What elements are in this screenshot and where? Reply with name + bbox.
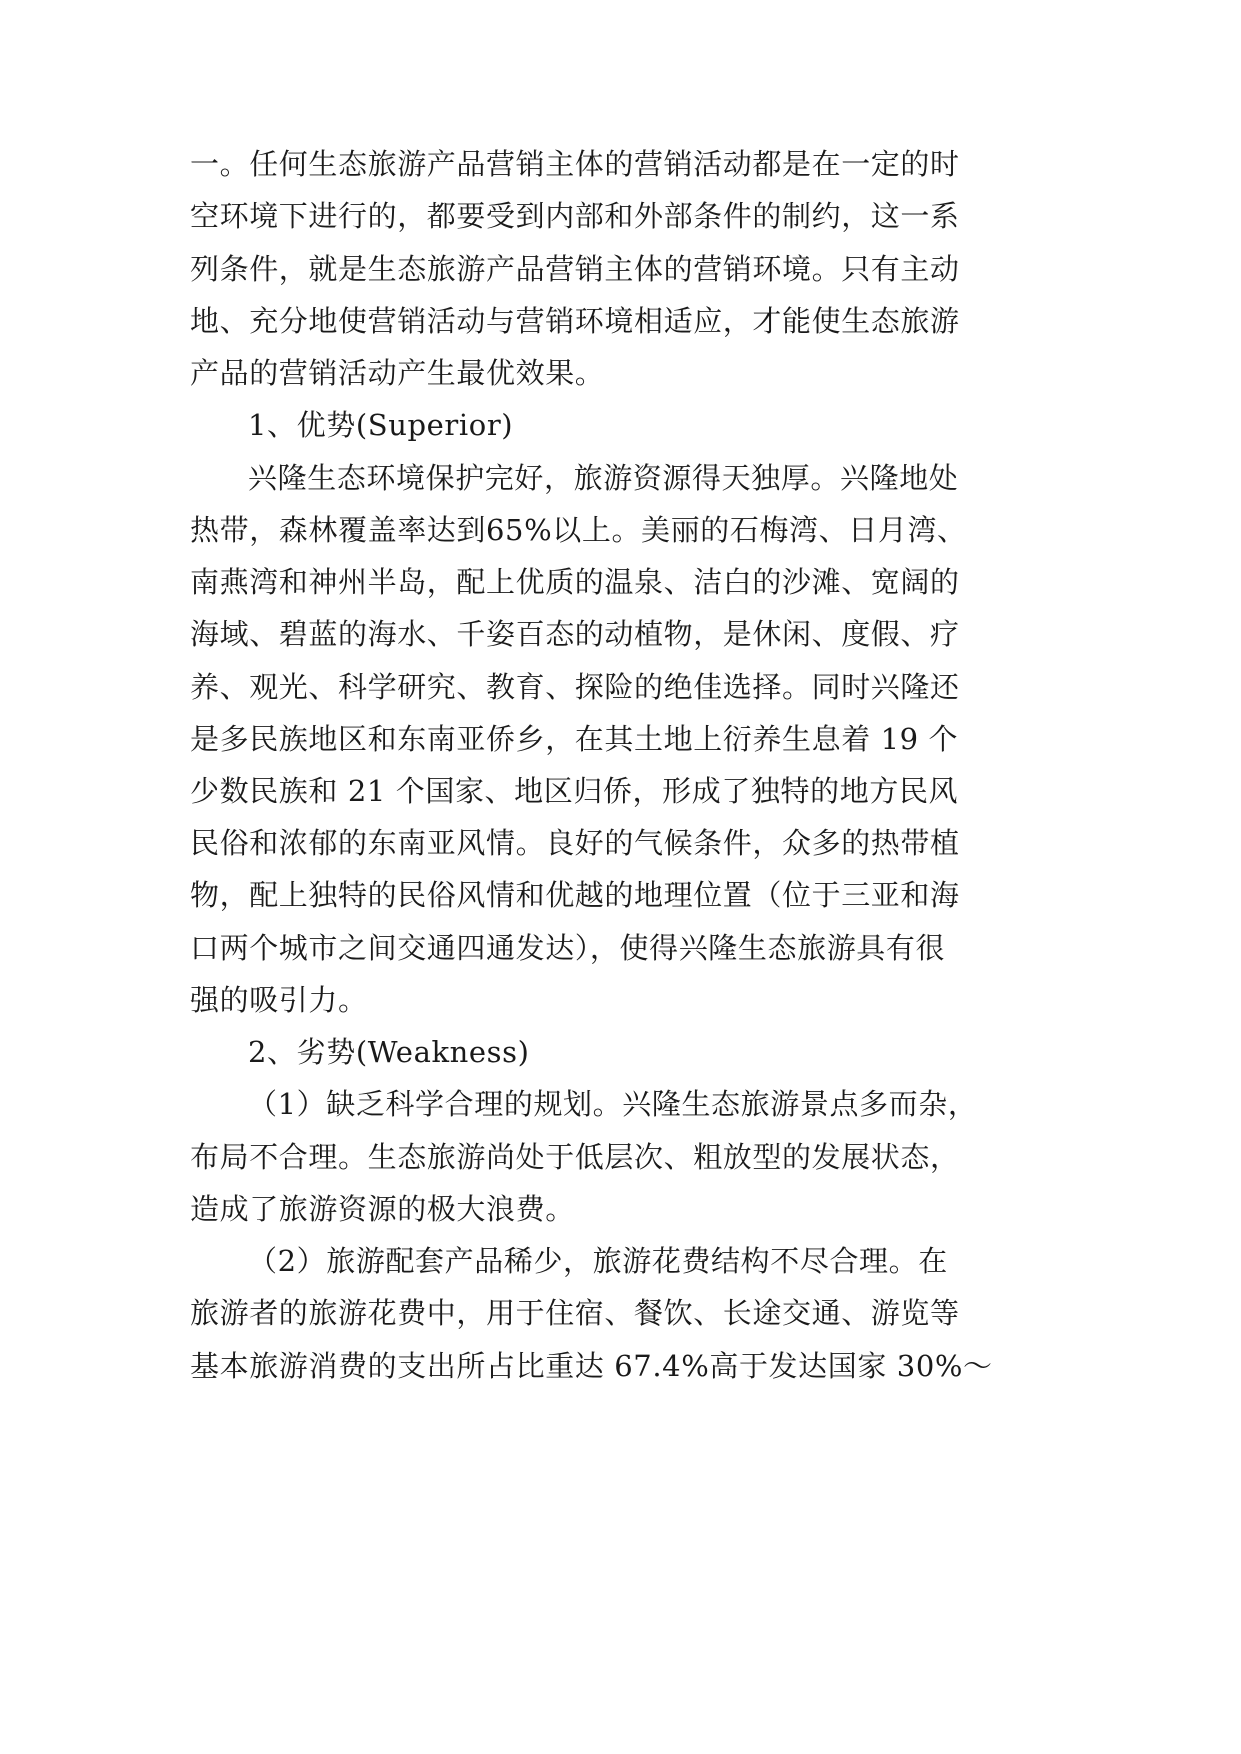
text-line: 地、充分地使营销活动与营销环境相适应，才能使生态旅游 [190, 304, 960, 338]
text-line: 口两个城市之间交通四通发达），使得兴隆生态旅游具有很 [190, 931, 946, 965]
text-line: 列条件，就是生态旅游产品营销主体的营销环境。只有主动 [190, 252, 960, 286]
text-line: 一。任何生态旅游产品营销主体的营销活动都是在一定的时 [190, 147, 960, 181]
text-line: 布局不合理。生态旅游尚处于低层次、粗放型的发展状态， [190, 1140, 960, 1174]
paragraph-first-line: 兴隆生态环境保护完好，旅游资源得天独厚。兴隆地处 [248, 461, 959, 495]
text-line: 物，配上独特的民俗风情和优越的地理位置（位于三亚和海 [190, 878, 960, 912]
section-heading-weakness: 2、劣势(Weakness) [248, 1035, 530, 1069]
section-heading-superior: 1、优势(Superior) [248, 408, 514, 442]
text-line: 空环境下进行的，都要受到内部和外部条件的制约，这一系 [190, 199, 960, 233]
text-line: 产品的营销活动产生最优效果。 [190, 356, 605, 390]
text-line: 热带，森林覆盖率达到65%以上。美丽的石梅湾、日月湾、 [190, 513, 967, 547]
text-line: 是多民族地区和东南亚侨乡，在其土地上衍养生息着 19 个 [190, 722, 959, 756]
paragraph-first-line: （1）缺乏科学合理的规划。兴隆生态旅游景点多而杂， [248, 1087, 978, 1121]
text-line: 养、观光、科学研究、教育、探险的绝佳选择。同时兴隆还 [190, 670, 960, 704]
text-line: 旅游者的旅游花费中，用于住宿、餐饮、长途交通、游览等 [190, 1296, 960, 1330]
text-line: 基本旅游消费的支出所占比重达 67.4%高于发达国家 30%～ [190, 1349, 993, 1383]
text-line: 南燕湾和神州半岛，配上优质的温泉、洁白的沙滩、宽阔的 [190, 565, 960, 599]
text-line: 少数民族和 21 个国家、地区归侨，形成了独特的地方民风 [190, 774, 959, 808]
paragraph-first-line: （2）旅游配套产品稀少，旅游花费结构不尽合理。在 [248, 1244, 948, 1278]
text-line: 造成了旅游资源的极大浪费。 [190, 1192, 575, 1226]
text-line: 民俗和浓郁的东南亚风情。良好的气候条件，众多的热带植 [190, 826, 960, 860]
text-line: 海域、碧蓝的海水、千姿百态的动植物，是休闲、度假、疗 [190, 617, 960, 651]
text-line: 强的吸引力。 [190, 983, 368, 1017]
